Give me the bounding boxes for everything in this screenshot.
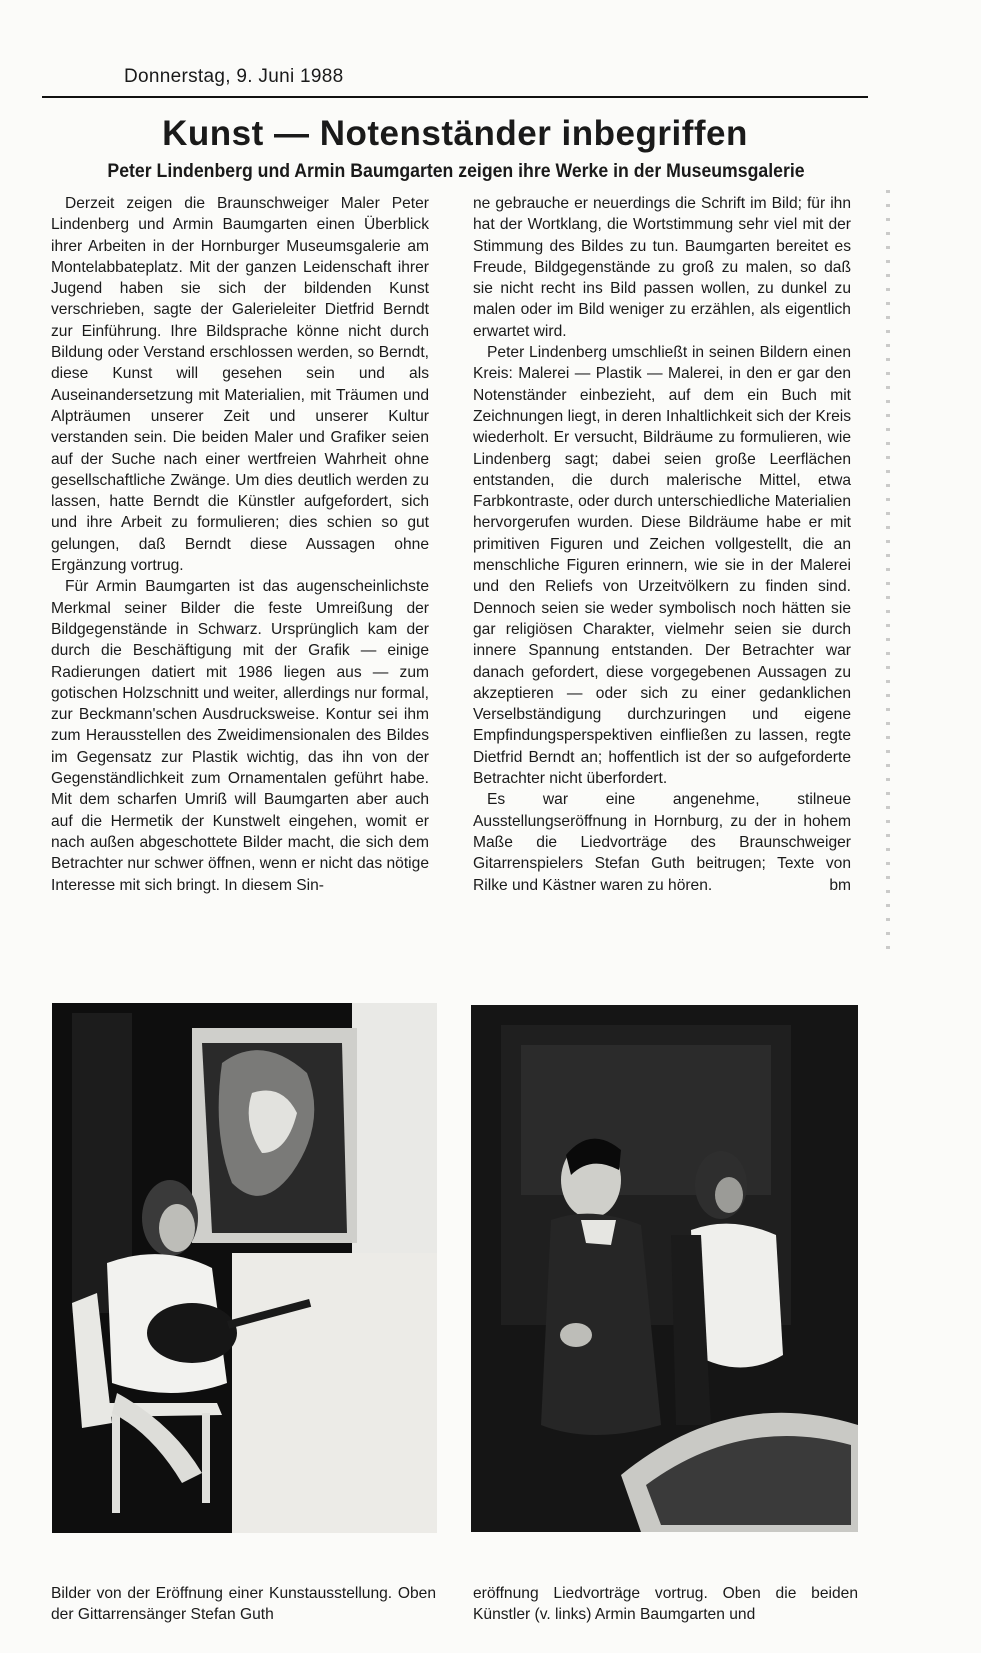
subheadline: Peter Lindenberg und Armin Baumgarten zeigen ihre Werke in der Museumsgalerie (107, 161, 805, 182)
article-column-right (473, 193, 851, 896)
photo-caption-right: eröffnung Liedvorträge vortrug. Oben die beiden Künstler (v. links) Armin Baumgarten und (473, 1585, 858, 1623)
paragraph-text: Es war eine angenehme, stilneue Ausstellungseröffnung in Hornburg, zu der in hohem Maße die Liedvorträge des Braunschweiger Gitarrenspielers Stefan Guth beitrugen; Texte von Rilke und Kästner waren zu hören. (473, 791, 851, 894)
paragraph: Peter Lindenberg umschließt in seinen Bildern einen Kreis: Malerei — Plastik — Malerei, in den er gar den Notenständer einbezieht, auf dem ein Buch mit Zeichnungen liegt, in deren Inhaltlichkeit sich der Kreis wiederholt. Er versucht, Bildräume zu formulieren, wie Lindenberg sagt; dabei seien große Leerflächen entstanden, die durch malerische Mittel, etwa Farbkontraste, oder durch unterschiedliche Materialien hervorgerufen wurden. Diese Bildräume habe er mit primitiven Figuren und Zeichen vollgestellt, die an menschliche Figuren erinnern, wie sie in der Malerei und den Reliefs von Urzeitvölkern zu finden sind. Dennoch seien sie weder symbolisch noch hätten sie gar religiösen Charakter, vielmehr seien sie durch innere Spannung entstanden. Der Betrachter war danach gefordert, diese vorgegebenen Aussagen zu akzeptieren — oder sich zu einer gedanklichen Verselbständigung durchzuringen und eigene Empfindungsperspektiven einfließen zu lassen, regte Dietfrid Berndt an; hoffentlich ist der so aufgeforderte Betrachter nicht überfordert. (473, 344, 851, 788)
photo-artists (471, 1005, 858, 1532)
paragraph: Derzeit zeigen die Braunschweiger Maler Peter Lindenberg und Armin Baumgarten einen Überblick ihrer Arbeiten in der Hornburger Museumsgalerie am Montelabbateplatz. Mit der ganzen Leidenschaft ihrer Jugend haben sie sich der bildenden Kunst verschrieben, sagte der Galerieleiter Dietfrid Berndt zur Einführung. Ihre Bildsprache könne nicht durch Bildung oder Verstand erschlossen werden, so Berndt, diese Kunst will gesehen sein und als Auseinandersetzung mit Materialien, mit Träumen und Alpträumen unserer Zeit und unserer Kultur verstanden sein. Die beiden Maler und Grafiker seien auf der Suche nach einer wertfreien Wahrheit ohne gesellschaftliche Zwänge. Um dies deutlich werden zu lassen, hatte Berndt die Künstler aufgefordert, sich und ihre Arbeit zu formulieren; dies schien so gut gelungen, daß Berndt diese Aussagen ohne Ergänzung vortrug. (51, 195, 429, 575)
margin-scan-marks (886, 190, 890, 960)
dateline: Donnerstag, 9. Juni 1988 (124, 66, 344, 87)
header-rule (42, 96, 868, 98)
article-column-left (51, 193, 429, 896)
author-signature: bm (829, 876, 851, 894)
photo-caption-left: Bilder von der Eröffnung einer Kunstausstellung. Oben der Gittarrensänger Stefan Guth (51, 1585, 436, 1623)
paragraph: Für Armin Baumgarten ist das augenscheinlichste Merkmal seiner Bilder die feste Umreißung der Bildgegenstände in Schwarz. Ursprünglich kam der durch die Beschäftigung mit der Grafik — einige Radierungen datiert mit 1986 liegen aus — zum gotischen Holzschnitt und weiter, allerdings nur formal, zur Beckmann'schen Ausdrucksweise. Kontur sei ihm zum Herausstellen des Zweidimensionalen des Bildes im Gegensatz zur Plastik wichtig, das ihn von der Gegenständlichkeit zum Ornamentalen geführt habe. Mit dem scharfen Umriß will Baumgarten aber auch auf die Hermetik der Kunstwelt eingehen, womit er nach außen abgeschottete Bilder macht, die sich dem Betrachter nur schwer öffnen, wenn er nicht das nötige Interesse mit sich bringt. In diesem Sin- (51, 578, 429, 894)
artists-photo-graphic (471, 1005, 858, 1532)
photo-guitarist (52, 1003, 437, 1533)
paragraph: ne gebrauche er neuerdings die Schrift im Bild; für ihn hat der Wortklang, die Wortstimmung sehr viel mit der Stimmung des Bildes zu tun. Baumgarten bereitet es Freude, Bildgegenstände zu groß zu malen, so daß sie nicht recht ins Bild passen wollen, zu dunkel zu malen oder im Bild weniger zu erzählen, als eigentlich erwartet wird. (473, 195, 851, 340)
paragraph (473, 789, 851, 895)
guitarist-photo-graphic (52, 1003, 437, 1533)
headline: Kunst — Notenständer inbegriffen (162, 114, 748, 153)
